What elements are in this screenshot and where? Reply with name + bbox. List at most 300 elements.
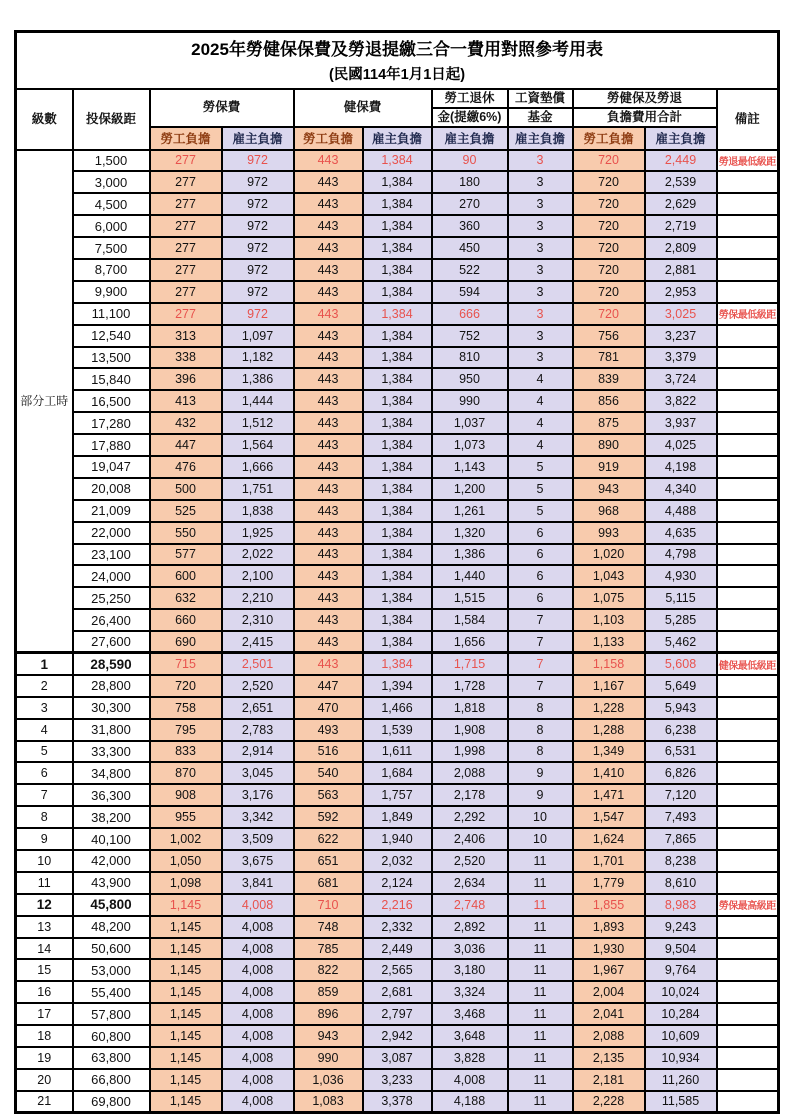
remark-cell — [717, 478, 779, 500]
fee-cell: 6 — [508, 522, 573, 544]
fee-cell: 10 — [508, 828, 573, 850]
bracket-cell: 25,250 — [73, 587, 150, 609]
fee-cell: 277 — [150, 150, 222, 172]
table-row — [16, 368, 779, 390]
fee-cell: 277 — [150, 281, 222, 303]
fee-cell: 870 — [150, 762, 222, 784]
fee-cell: 2,216 — [363, 894, 432, 916]
remark-cell — [717, 544, 779, 566]
fee-cell: 2,953 — [645, 281, 717, 303]
fee-cell: 4 — [508, 390, 573, 412]
fee-cell: 1,384 — [363, 281, 432, 303]
fee-cell: 1,384 — [363, 193, 432, 215]
fee-cell: 1,751 — [222, 478, 294, 500]
fee-cell: 2,892 — [432, 916, 508, 938]
fee-cell: 1,145 — [150, 1025, 222, 1047]
fee-cell: 1,410 — [573, 762, 645, 784]
remark-cell — [717, 675, 779, 697]
fee-cell: 681 — [294, 872, 363, 894]
fee-cell: 5,115 — [645, 587, 717, 609]
fee-cell: 9,243 — [645, 916, 717, 938]
col-header-pension-line1: 勞工退休 — [432, 89, 508, 108]
fee-cell: 1,050 — [150, 850, 222, 872]
fee-cell: 7 — [508, 675, 573, 697]
fee-cell: 9 — [508, 784, 573, 806]
fee-cell: 277 — [150, 171, 222, 193]
bracket-cell: 17,880 — [73, 434, 150, 456]
remark-cell — [717, 959, 779, 981]
bracket-cell: 53,000 — [73, 959, 150, 981]
table-row — [16, 565, 779, 587]
fee-cell: 4,008 — [222, 981, 294, 1003]
fee-cell: 3 — [508, 325, 573, 347]
bracket-cell: 30,300 — [73, 697, 150, 719]
fee-cell: 1,908 — [432, 719, 508, 741]
fee-cell: 2,634 — [432, 872, 508, 894]
fee-cell: 1,757 — [363, 784, 432, 806]
fee-cell: 9,504 — [645, 938, 717, 960]
bracket-cell: 42,000 — [73, 850, 150, 872]
fee-cell: 4 — [508, 412, 573, 434]
fee-cell: 277 — [150, 303, 222, 325]
fee-cell: 443 — [294, 544, 363, 566]
subheader-health-employee-share: 勞工負擔 — [294, 127, 363, 150]
remark-cell: 勞保最高級距 — [717, 894, 779, 916]
fee-cell: 972 — [222, 150, 294, 172]
fee-cell: 270 — [432, 193, 508, 215]
fee-cell: 3 — [508, 303, 573, 325]
bracket-cell: 24,000 — [73, 565, 150, 587]
fee-cell: 1,158 — [573, 653, 645, 675]
fee-cell: 443 — [294, 434, 363, 456]
fee-cell: 10 — [508, 806, 573, 828]
fee-cell: 752 — [432, 325, 508, 347]
fee-cell: 277 — [150, 215, 222, 237]
fee-cell: 443 — [294, 522, 363, 544]
remark-cell — [717, 390, 779, 412]
level-cell: 19 — [16, 1047, 73, 1069]
fee-cell: 3,176 — [222, 784, 294, 806]
fee-cell: 3,324 — [432, 981, 508, 1003]
bracket-cell: 36,300 — [73, 784, 150, 806]
remark-cell: 健保最低級距 — [717, 653, 779, 675]
page-title: 2025年勞健保保費及勞退提繳三合一費用對照參考用表 — [191, 39, 603, 59]
fee-cell: 1,466 — [363, 697, 432, 719]
fee-cell: 3 — [508, 281, 573, 303]
fee-cell: 1,103 — [573, 609, 645, 631]
fee-cell: 1,818 — [432, 697, 508, 719]
table-row — [16, 719, 779, 741]
fee-cell: 1,143 — [432, 456, 508, 478]
fee-cell: 1,002 — [150, 828, 222, 850]
level-cell: 18 — [16, 1025, 73, 1047]
fee-cell: 1,838 — [222, 500, 294, 522]
fee-cell: 1,073 — [432, 434, 508, 456]
fee-cell: 4,198 — [645, 456, 717, 478]
table-row — [16, 587, 779, 609]
remark-cell — [717, 850, 779, 872]
col-header-level: 級數 — [16, 89, 73, 150]
fee-cell: 360 — [432, 215, 508, 237]
fee-cell: 443 — [294, 281, 363, 303]
fee-cell: 4,930 — [645, 565, 717, 587]
fee-cell: 2,178 — [432, 784, 508, 806]
fee-cell: 594 — [432, 281, 508, 303]
fee-cell: 443 — [294, 565, 363, 587]
fee-cell: 443 — [294, 631, 363, 653]
col-header-total-line2: 負擔費用合計 — [573, 108, 717, 127]
fee-cell: 450 — [432, 237, 508, 259]
fee-cell: 522 — [432, 259, 508, 281]
fee-cell: 3 — [508, 193, 573, 215]
fee-cell: 1,098 — [150, 872, 222, 894]
fee-cell: 11 — [508, 850, 573, 872]
table-row — [16, 653, 779, 675]
fee-cell: 525 — [150, 500, 222, 522]
fee-cell: 1,584 — [432, 609, 508, 631]
fee-cell: 443 — [294, 303, 363, 325]
col-header-pension-line2: 金(提繳6%) — [432, 108, 508, 127]
fee-cell: 550 — [150, 522, 222, 544]
table-row — [16, 697, 779, 719]
bracket-cell: 69,800 — [73, 1091, 150, 1113]
fee-cell: 447 — [294, 675, 363, 697]
subheader-total-employee-share: 勞工負擔 — [573, 127, 645, 150]
bracket-cell: 23,100 — [73, 544, 150, 566]
fee-cell: 1,611 — [363, 741, 432, 763]
title-cell — [16, 32, 779, 89]
fee-cell: 972 — [222, 215, 294, 237]
fee-cell: 890 — [573, 434, 645, 456]
fee-cell: 3,342 — [222, 806, 294, 828]
fee-cell: 810 — [432, 347, 508, 369]
bracket-cell: 57,800 — [73, 1003, 150, 1025]
fee-cell: 660 — [150, 609, 222, 631]
fee-cell: 11 — [508, 1091, 573, 1113]
table-row — [16, 478, 779, 500]
fee-cell: 3,509 — [222, 828, 294, 850]
title-row — [16, 32, 779, 89]
fee-cell: 968 — [573, 500, 645, 522]
fee-cell: 919 — [573, 456, 645, 478]
fee-cell: 4,798 — [645, 544, 717, 566]
fee-cell: 5 — [508, 478, 573, 500]
bracket-cell: 13,500 — [73, 347, 150, 369]
fee-cell: 720 — [573, 171, 645, 193]
fee-cell: 1,384 — [363, 609, 432, 631]
fee-cell: 1,715 — [432, 653, 508, 675]
fee-cell: 4,635 — [645, 522, 717, 544]
fee-cell: 1,145 — [150, 1047, 222, 1069]
bracket-cell: 20,008 — [73, 478, 150, 500]
subheader-labor-employee-share: 勞工負擔 — [150, 127, 222, 150]
fee-cell: 6 — [508, 565, 573, 587]
bracket-cell: 45,800 — [73, 894, 150, 916]
fee-cell: 8 — [508, 719, 573, 741]
table-row — [16, 456, 779, 478]
fee-cell: 1,384 — [363, 237, 432, 259]
fee-cell: 592 — [294, 806, 363, 828]
bracket-cell: 33,300 — [73, 741, 150, 763]
fee-cell: 972 — [222, 259, 294, 281]
fee-cell: 1,384 — [363, 434, 432, 456]
fee-cell: 1,384 — [363, 347, 432, 369]
level-cell: 1 — [16, 653, 73, 675]
fee-cell: 470 — [294, 697, 363, 719]
bracket-cell: 31,800 — [73, 719, 150, 741]
fee-cell: 3 — [508, 259, 573, 281]
fee-cell: 5,462 — [645, 631, 717, 653]
table-body — [16, 150, 779, 1113]
remark-cell — [717, 522, 779, 544]
fee-cell: 2,310 — [222, 609, 294, 631]
bracket-cell: 48,200 — [73, 916, 150, 938]
fee-cell: 720 — [573, 303, 645, 325]
remark-cell — [717, 1003, 779, 1025]
fee-cell: 180 — [432, 171, 508, 193]
table-row — [16, 150, 779, 172]
fee-cell: 5 — [508, 500, 573, 522]
fee-cell: 1,440 — [432, 565, 508, 587]
fee-cell: 1,930 — [573, 938, 645, 960]
table-row — [16, 1069, 779, 1091]
bracket-cell: 40,100 — [73, 828, 150, 850]
fee-cell: 516 — [294, 741, 363, 763]
fee-cell: 4 — [508, 368, 573, 390]
remark-cell — [717, 697, 779, 719]
fee-cell: 1,384 — [363, 259, 432, 281]
fee-cell: 396 — [150, 368, 222, 390]
fee-cell: 5,649 — [645, 675, 717, 697]
fee-cell: 896 — [294, 1003, 363, 1025]
fee-cell: 4,008 — [222, 1025, 294, 1047]
fee-cell: 2,809 — [645, 237, 717, 259]
fee-cell: 600 — [150, 565, 222, 587]
level-cell: 8 — [16, 806, 73, 828]
fee-cell: 2,501 — [222, 653, 294, 675]
fee-cell: 1,384 — [363, 171, 432, 193]
fee-cell: 443 — [294, 193, 363, 215]
fee-cell: 3,828 — [432, 1047, 508, 1069]
fee-cell: 993 — [573, 522, 645, 544]
fee-cell: 7,120 — [645, 784, 717, 806]
fee-cell: 90 — [432, 150, 508, 172]
fee-cell: 563 — [294, 784, 363, 806]
fee-cell: 1,384 — [363, 368, 432, 390]
table-row — [16, 1047, 779, 1069]
fee-cell: 2,022 — [222, 544, 294, 566]
fee-cell: 1,656 — [432, 631, 508, 653]
fee-cell: 756 — [573, 325, 645, 347]
fee-cell: 943 — [573, 478, 645, 500]
fee-cell: 5,943 — [645, 697, 717, 719]
bracket-cell: 26,400 — [73, 609, 150, 631]
level-cell: 21 — [16, 1091, 73, 1113]
fee-cell: 3,648 — [432, 1025, 508, 1047]
col-header-labor-fee: 勞保費 — [150, 89, 294, 127]
fee-cell: 1,384 — [363, 325, 432, 347]
table-row — [16, 347, 779, 369]
fee-cell: 1,075 — [573, 587, 645, 609]
bracket-cell: 12,540 — [73, 325, 150, 347]
fee-cell: 1,515 — [432, 587, 508, 609]
fee-cell: 11 — [508, 872, 573, 894]
fee-cell: 11 — [508, 1003, 573, 1025]
fee-cell: 9 — [508, 762, 573, 784]
bracket-cell: 50,600 — [73, 938, 150, 960]
fee-cell: 1,145 — [150, 916, 222, 938]
fee-cell: 1,145 — [150, 938, 222, 960]
fee-cell: 432 — [150, 412, 222, 434]
fee-cell: 720 — [150, 675, 222, 697]
level-cell: 12 — [16, 894, 73, 916]
fee-cell: 3,468 — [432, 1003, 508, 1025]
bracket-cell: 4,500 — [73, 193, 150, 215]
table-row — [16, 500, 779, 522]
bracket-cell: 66,800 — [73, 1069, 150, 1091]
fee-cell: 1,384 — [363, 150, 432, 172]
fee-cell: 2,651 — [222, 697, 294, 719]
fee-cell: 758 — [150, 697, 222, 719]
fee-cell: 875 — [573, 412, 645, 434]
fee-cell: 11 — [508, 981, 573, 1003]
table-row — [16, 1003, 779, 1025]
remark-cell — [717, 1091, 779, 1113]
fee-cell: 6,826 — [645, 762, 717, 784]
fee-cell: 3 — [508, 237, 573, 259]
fee-cell: 11 — [508, 894, 573, 916]
fee-cell: 11 — [508, 959, 573, 981]
table-row — [16, 916, 779, 938]
fee-cell: 3,045 — [222, 762, 294, 784]
table-row — [16, 215, 779, 237]
bracket-cell: 19,047 — [73, 456, 150, 478]
fee-cell: 2,914 — [222, 741, 294, 763]
fee-cell: 540 — [294, 762, 363, 784]
fee-cell: 1,145 — [150, 1069, 222, 1091]
fee-cell: 795 — [150, 719, 222, 741]
table-row — [16, 1025, 779, 1047]
fee-cell: 972 — [222, 281, 294, 303]
bracket-cell: 55,400 — [73, 981, 150, 1003]
col-header-total-line1: 勞健保及勞退 — [573, 89, 717, 108]
table-row — [16, 828, 779, 850]
fee-cell: 2,415 — [222, 631, 294, 653]
remark-cell — [717, 872, 779, 894]
remark-cell — [717, 171, 779, 193]
table-row — [16, 806, 779, 828]
fee-cell: 2,881 — [645, 259, 717, 281]
fee-cell: 413 — [150, 390, 222, 412]
fee-cell: 1,471 — [573, 784, 645, 806]
fee-cell: 8,610 — [645, 872, 717, 894]
remark-cell — [717, 981, 779, 1003]
fee-cell: 2,797 — [363, 1003, 432, 1025]
remark-cell — [717, 434, 779, 456]
bracket-cell: 21,009 — [73, 500, 150, 522]
fee-cell: 2,783 — [222, 719, 294, 741]
fee-cell: 2,449 — [363, 938, 432, 960]
remark-cell: 勞保最低級距 — [717, 303, 779, 325]
fee-cell: 1,998 — [432, 741, 508, 763]
fee-cell: 5,608 — [645, 653, 717, 675]
table-row — [16, 522, 779, 544]
bracket-cell: 63,800 — [73, 1047, 150, 1069]
fee-cell: 710 — [294, 894, 363, 916]
fee-cell: 1,386 — [432, 544, 508, 566]
fee-cell: 1,386 — [222, 368, 294, 390]
level-cell: 15 — [16, 959, 73, 981]
fee-cell: 1,020 — [573, 544, 645, 566]
remark-cell — [717, 587, 779, 609]
fee-cell: 1,564 — [222, 434, 294, 456]
fee-cell: 720 — [573, 237, 645, 259]
fee-cell: 11 — [508, 1025, 573, 1047]
fee-cell: 632 — [150, 587, 222, 609]
fee-cell: 7 — [508, 609, 573, 631]
fee-cell: 622 — [294, 828, 363, 850]
fee-cell: 2,719 — [645, 215, 717, 237]
bracket-cell: 38,200 — [73, 806, 150, 828]
fee-cell: 1,384 — [363, 303, 432, 325]
remark-cell — [717, 741, 779, 763]
level-cell: 20 — [16, 1069, 73, 1091]
fee-cell: 4,025 — [645, 434, 717, 456]
fee-cell: 6 — [508, 544, 573, 566]
bracket-cell: 34,800 — [73, 762, 150, 784]
fee-cell: 1,728 — [432, 675, 508, 697]
fee-cell: 2,748 — [432, 894, 508, 916]
fee-cell: 3,937 — [645, 412, 717, 434]
remark-cell — [717, 259, 779, 281]
fee-cell: 8 — [508, 697, 573, 719]
remark-cell — [717, 828, 779, 850]
fee-cell: 720 — [573, 259, 645, 281]
bracket-cell: 7,500 — [73, 237, 150, 259]
bracket-cell: 3,000 — [73, 171, 150, 193]
bracket-cell: 60,800 — [73, 1025, 150, 1047]
fee-cell: 2,332 — [363, 916, 432, 938]
fee-cell: 4,008 — [222, 1091, 294, 1113]
fee-cell: 720 — [573, 281, 645, 303]
level-cell: 5 — [16, 741, 73, 763]
fee-cell: 1,547 — [573, 806, 645, 828]
fee-cell: 4,188 — [432, 1091, 508, 1113]
table-row — [16, 193, 779, 215]
fee-cell: 2,520 — [432, 850, 508, 872]
fee-cell: 443 — [294, 456, 363, 478]
fee-cell: 1,228 — [573, 697, 645, 719]
level-cell: 10 — [16, 850, 73, 872]
fee-cell: 1,083 — [294, 1091, 363, 1113]
fee-cell: 4,008 — [222, 1003, 294, 1025]
fee-cell: 1,133 — [573, 631, 645, 653]
bracket-cell: 17,280 — [73, 412, 150, 434]
fee-cell: 1,701 — [573, 850, 645, 872]
level-cell: 3 — [16, 697, 73, 719]
fee-cell: 493 — [294, 719, 363, 741]
fee-cell: 447 — [150, 434, 222, 456]
remark-cell — [717, 719, 779, 741]
fee-cell: 11 — [508, 1047, 573, 1069]
table-row — [16, 762, 779, 784]
bracket-cell: 15,840 — [73, 368, 150, 390]
fee-cell: 2,228 — [573, 1091, 645, 1113]
fee-cell: 1,036 — [294, 1069, 363, 1091]
fee-cell: 822 — [294, 959, 363, 981]
fee-cell: 443 — [294, 390, 363, 412]
table-row — [16, 894, 779, 916]
